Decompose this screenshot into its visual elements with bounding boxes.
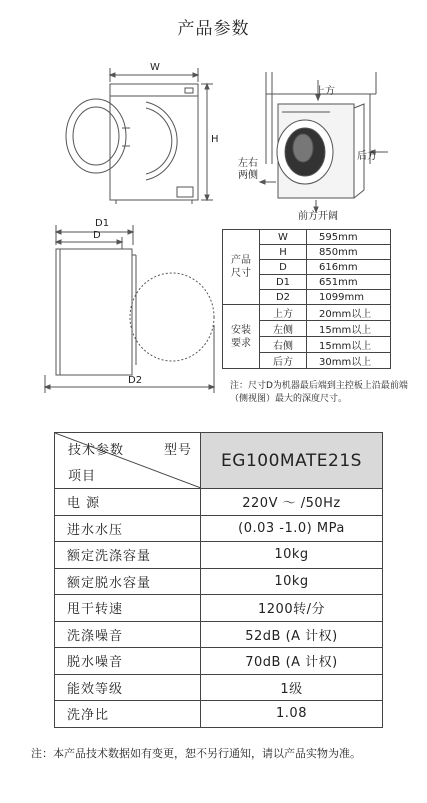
spec-value: (0.03 -1.0) MPa — [201, 515, 383, 542]
spec-key: 脱水噪音 — [55, 648, 201, 675]
model-name: EG100MATE21S — [201, 433, 383, 489]
spec-key: 电 源 — [55, 489, 201, 516]
group-label-size: 产品 尺寸 — [223, 230, 260, 305]
table-row — [55, 515, 383, 542]
dim-key: D — [260, 260, 307, 275]
spec-value: 1200转/分 — [201, 595, 383, 622]
table-row — [55, 595, 383, 622]
dimension-table — [222, 229, 391, 369]
spec-value: 70dB (A 计权) — [201, 648, 383, 675]
dim-key: 上方 — [260, 305, 307, 321]
dim-key: D2 — [260, 290, 307, 305]
dim-value: 651mm — [307, 275, 391, 290]
footer-note: 注：本产品技术数据如有变更，恕不另行通知，请以产品实物为准。 — [31, 747, 361, 760]
label-back: 后方 — [357, 151, 377, 162]
label-d1: D1 — [95, 218, 110, 229]
dim-key: D1 — [260, 275, 307, 290]
dim-key: 后方 — [260, 353, 307, 369]
dim-value: 20mm以上 — [307, 305, 391, 321]
label-d2: D2 — [128, 375, 143, 386]
label-w: W — [150, 62, 160, 73]
table-row — [55, 701, 383, 728]
table-row — [223, 230, 391, 245]
spec-key: 洗涤噪音 — [55, 621, 201, 648]
header-cell — [55, 433, 201, 489]
header-item-label: 项目 — [68, 469, 97, 484]
spec-value: 10kg — [201, 542, 383, 569]
group-label-install: 安装 要求 — [223, 305, 260, 369]
label-sides: 左右 两侧 — [238, 158, 258, 181]
table-row — [55, 674, 383, 701]
label-d: D — [93, 230, 101, 241]
dim-key: W — [260, 230, 307, 245]
dim-value: 850mm — [307, 245, 391, 260]
dim-value: 616mm — [307, 260, 391, 275]
spec-key: 能效等级 — [55, 674, 201, 701]
table-row — [55, 489, 383, 516]
page-title: 产品参数 — [177, 19, 250, 39]
table-row — [55, 621, 383, 648]
label-top: 上方 — [315, 86, 335, 97]
table-header-row — [55, 433, 383, 489]
dim-value: 30mm以上 — [307, 353, 391, 369]
spec-value: 10kg — [201, 568, 383, 595]
spec-value: 52dB (A 计权) — [201, 621, 383, 648]
dim-key: H — [260, 245, 307, 260]
header-model-label: 型号 — [164, 443, 193, 458]
table-row — [223, 305, 391, 321]
table-row — [55, 568, 383, 595]
label-h: H — [211, 134, 219, 145]
dim-value: 15mm以上 — [307, 337, 391, 353]
label-front: 前方开阔 — [298, 211, 338, 222]
table-row — [55, 648, 383, 675]
spec-table — [54, 432, 383, 728]
spec-value: 1级 — [201, 674, 383, 701]
spec-key: 甩干转速 — [55, 595, 201, 622]
spec-value: 1.08 — [201, 701, 383, 728]
spec-key: 进水水压 — [55, 515, 201, 542]
dim-value: 15mm以上 — [307, 321, 391, 337]
dim-value: 1099mm — [307, 290, 391, 305]
front-view-drawing — [60, 60, 220, 220]
dim-key: 右侧 — [260, 337, 307, 353]
spec-value: 220V ～ /50Hz — [201, 489, 383, 516]
spec-key: 额定洗涤容量 — [55, 542, 201, 569]
dimension-note: 注：尺寸D为机器最后端到主控板上沿最前端（侧视图）最大的深度尺寸。 — [230, 381, 408, 404]
spec-key: 洗净比 — [55, 701, 201, 728]
header-param-label: 技术参数 — [68, 443, 125, 458]
spec-key: 额定脱水容量 — [55, 568, 201, 595]
dim-value: 595mm — [307, 230, 391, 245]
dim-key: 左侧 — [260, 321, 307, 337]
table-row — [55, 542, 383, 569]
